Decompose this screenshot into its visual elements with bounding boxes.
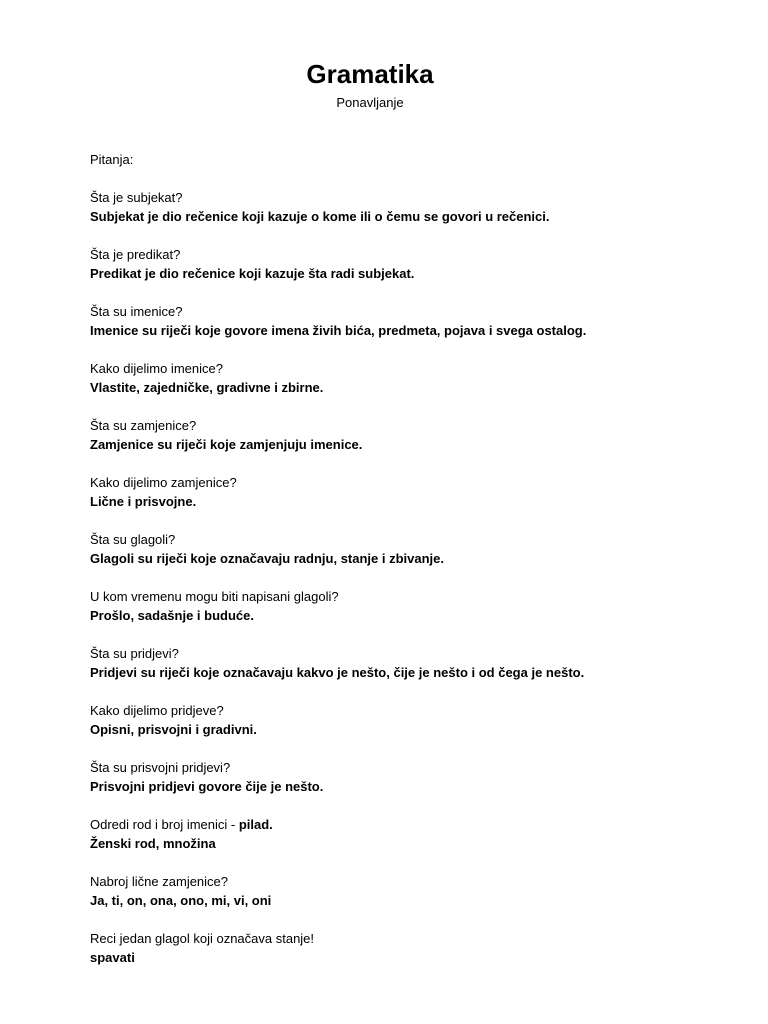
question-text: Kako dijelimo zamjenice?: [90, 475, 237, 490]
answer-text: Subjekat je dio rečenice koji kazuje o kome ili o čemu se govori u rečenici.: [90, 209, 550, 224]
answer-text: Zamjenice su riječi koje zamjenjuju imenice.: [90, 437, 363, 452]
answer-text: Ženski rod, množina: [90, 836, 216, 851]
answer-text: Pridjevi su riječi koje označavaju kakvo je nešto, čije je nešto i od čega je nešto.: [90, 665, 585, 680]
question-text: Kako dijelimo imenice?: [90, 361, 223, 376]
qa-item: [90, 701, 750, 758]
question-text: [90, 815, 750, 834]
question-text: U kom vremenu mogu biti napisani glagoli?: [90, 589, 339, 604]
question-text: Šta su zamjenice?: [90, 418, 197, 433]
question-text: Nabroj lične zamjenice?: [90, 874, 229, 889]
answer-text: Opisni, prisvojni i gradivni.: [90, 722, 257, 737]
answer-text: spavati: [90, 950, 135, 965]
question-text: Šta su glagoli?: [90, 532, 176, 547]
answer-text: Prošlo, sadašnje i buduće.: [90, 608, 254, 623]
question-text: Šta su imenice?: [90, 304, 183, 319]
qa-item: [90, 416, 750, 473]
answer-text: Glagoli su riječi koje označavaju radnju, stanje i zbivanje.: [90, 551, 445, 566]
question-text: Šta su pridjevi?: [90, 646, 179, 661]
qa-item: [90, 359, 750, 416]
answer-text: Predikat je dio rečenice koji kazuje šta radi subjekat.: [90, 266, 415, 281]
answer-text: Imenice su riječi koje govore imena živih bića, predmeta, pojava i svega ostalog.: [90, 323, 587, 338]
question-text: Šta je subjekat?: [90, 190, 183, 205]
page-title: Gramatika: [306, 59, 434, 89]
qa-item: [90, 188, 750, 245]
qa-item: [90, 872, 750, 929]
question-prefix: Odredi rod i broj imenici -: [90, 817, 239, 832]
qa-item: [90, 758, 750, 815]
answer-text: Lične i prisvojne.: [90, 494, 197, 509]
section-label: Pitanja:: [90, 152, 134, 167]
qa-item: [90, 302, 750, 359]
question-text: Reci jedan glagol koji označava stanje!: [90, 931, 315, 946]
question-text: Šta su prisvojni pridjevi?: [90, 760, 231, 775]
page-subtitle: Ponavljanje: [336, 95, 404, 110]
qa-item: [90, 929, 750, 986]
qa-list: [90, 188, 750, 986]
qa-item: [90, 245, 750, 302]
qa-item: [90, 587, 750, 644]
qa-item: [90, 815, 750, 872]
answer-text: Vlastite, zajedničke, gradivne i zbirne.: [90, 380, 324, 395]
question-text: Kako dijelimo pridjeve?: [90, 703, 224, 718]
qa-item: [90, 644, 750, 701]
answer-text: Prisvojni pridjevi govore čije je nešto.: [90, 779, 324, 794]
qa-item: [90, 473, 750, 530]
answer-text: Ja, ti, on, ona, ono, mi, vi, oni: [90, 893, 272, 908]
question-text: Šta je predikat?: [90, 247, 181, 262]
question-emphasis: pilad.: [238, 817, 273, 832]
qa-item: [90, 530, 750, 587]
